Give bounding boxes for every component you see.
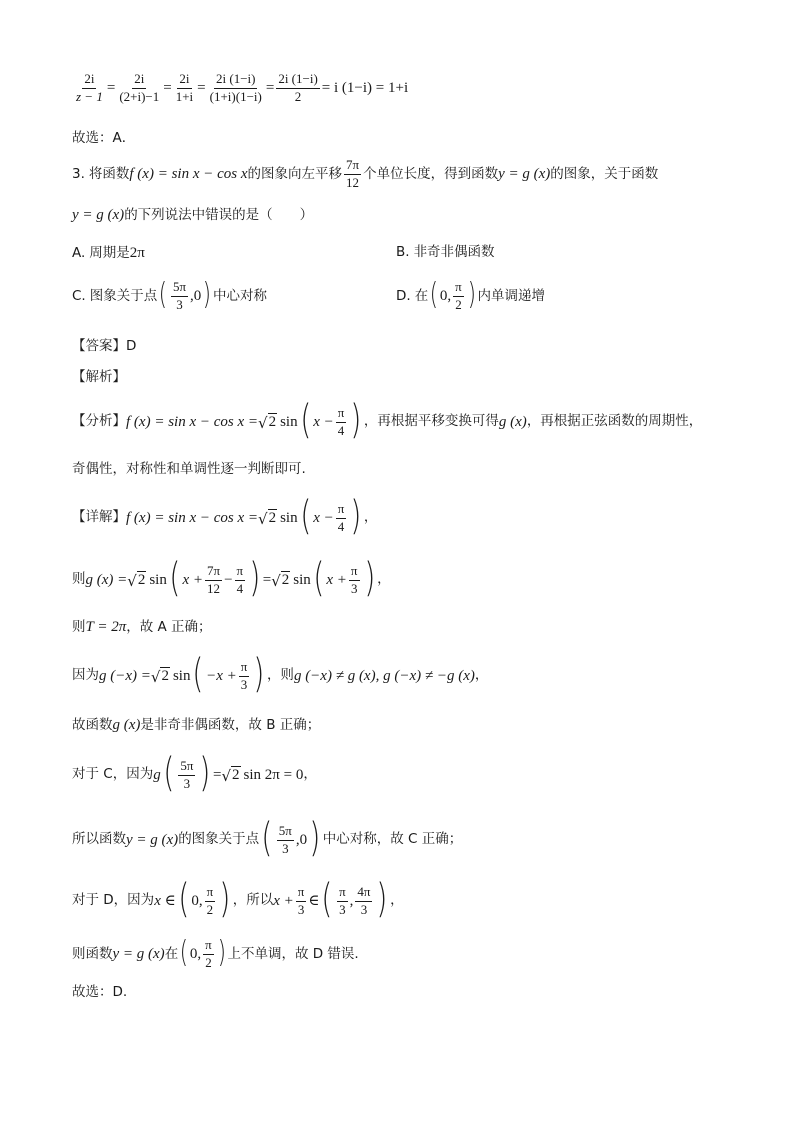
fraction: $\frac{\pi}{2}$ <box>455 279 462 312</box>
sqrt: √ 2 <box>150 667 169 686</box>
analysis-line-1: 【分析】 f (x) = sin x − cos x = √ 2 sin ( x − $\frac{\pi}{4}$ ) ，再根据平移变换可得 g (x) ，再根据正弦函数的周期性， <box>72 397 703 443</box>
fraction: $\frac{7\pi}{12}$ <box>346 157 360 190</box>
detail-line-1: 【详解】 f (x) = sin x − cos x = √ 2 sin ( x − $\frac{\pi}{4}$ ) ， <box>72 493 378 539</box>
fraction: $\frac{2i (1-i)}{(1+i)(1-i)}$ <box>209 71 262 104</box>
previous-answer: 故选：A． <box>72 130 136 146</box>
fraction: $\frac{5\pi}{3}$ <box>278 822 292 856</box>
fraction: $\frac{\pi}{2}$ <box>205 937 212 970</box>
fraction: $\frac{5\pi}{3}$ <box>172 279 187 312</box>
final-answer: 故选：D. <box>72 984 128 1000</box>
option-b: B. 非奇非偶函数 <box>396 244 495 260</box>
top-equation: $\frac{2i}{z - 1}$ = $\frac{2i}{(2+i)-1}$ = $\frac{2i}{1+i}$ = $\frac{2i (1-i)}{(1+i)(1-i)}$ = $\frac{2i (1-i)}{2}$ = i (1−i) = 1+i <box>76 71 409 104</box>
detail-step-3: 因为 g (−x) = √ 2 sin ( −x + $\frac{\pi}{3}$ ) ，则 g (−x) ≠ g (x), g (−x) ≠ −g (x) ， <box>72 651 489 697</box>
sqrt: √ 2 <box>258 509 277 528</box>
fraction: $\frac{2i (1-i)}{2}$ <box>278 71 318 104</box>
question-line-2: y = g (x) 的下列说法中错误的是（ ） <box>72 206 314 223</box>
sqrt: √ 2 <box>258 413 277 432</box>
fraction: $\frac{2i}{(2+i)-1}$ <box>119 71 160 104</box>
analysis-tag: 【解析】 <box>72 369 126 385</box>
question-number: 3. <box>72 165 85 182</box>
detail-step-2: 则 T = 2π ，故 A 正确； <box>72 618 212 635</box>
fraction: $\frac{\pi}{3}$ <box>350 562 358 596</box>
detail-step-8: 则函数 y = g (x) 在 ( 0, $\frac{\pi}{2}$ ) 上不单调，故 D 错误. <box>72 934 359 970</box>
option-a: A. 周期是 2π <box>72 244 145 261</box>
fraction: $\frac{\pi}{3}$ <box>339 883 346 917</box>
fraction: $\frac{4\pi}{3}$ <box>357 883 371 917</box>
fraction: $\frac{7\pi}{12}$ <box>207 562 221 596</box>
detail-step-6: 所以函数 y = g (x) 的图象关于点 ( $\frac{5\pi}{3}$ ,0 ) 中心对称，故 C 正确； <box>72 815 463 861</box>
detail-step-5: 对于 C，因为 g ( $\frac{5\pi}{3}$ ) = √ 2 sin 2π = 0 ， <box>72 750 317 796</box>
fraction: $\frac{\pi}{4}$ <box>236 562 244 596</box>
option-c: C. 图象关于点 ( $\frac{5\pi}{3}$ ,0 ) 中心对称 <box>72 276 267 312</box>
question-line-1: 3. 将函数 f (x) = sin x − cos x 的图象向左平移 $\frac{7\pi}{12}$ 个单位长度，得到函数 y = g (x) 的图象，关于函数 <box>72 157 659 190</box>
answer-tag: 【答案】D <box>72 338 137 354</box>
fraction: $\frac{5\pi}{3}$ <box>180 757 194 791</box>
sqrt: √ 2 <box>221 766 240 785</box>
fraction: $\frac{\pi}{2}$ <box>206 883 214 917</box>
sqrt: √ 2 <box>271 571 290 590</box>
fraction: $\frac{2i}{1+i}$ <box>175 71 194 104</box>
option-d: D. 在 ( 0, $\frac{\pi}{2}$ ) 内单调递增 <box>396 276 545 312</box>
fraction: $\frac{2i}{z - 1}$ <box>76 71 103 104</box>
detail-step-1: 则 g (x) = √ 2 sin ( x + $\frac{7\pi}{12}$ − $\frac{\pi}{4}$ ) = √ 2 sin ( x + $\frac{\pi}{3}$ ) ， <box>72 555 391 601</box>
fraction: $\frac{\pi}{3}$ <box>240 658 248 692</box>
analysis-line-2: 奇偶性，对称性和单调性逐一判断即可. <box>72 461 306 477</box>
detail-step-7: 对于 D，因为 x ∈ ( 0, $\frac{\pi}{2}$ ) ，所以 x + $\frac{\pi}{3}$ ∈ ( $\frac{\pi}{3}$ , $\frac{4\pi}{3}$ ) ， <box>72 876 404 922</box>
sqrt: √ 2 <box>127 571 146 590</box>
fraction: $\frac{\pi}{4}$ <box>337 500 345 534</box>
detail-step-4: 故函数 g (x) 是非奇非偶函数，故 B 正确； <box>72 716 321 733</box>
fraction: $\frac{\pi}{3}$ <box>297 883 305 917</box>
fraction: $\frac{\pi}{4}$ <box>337 404 345 438</box>
